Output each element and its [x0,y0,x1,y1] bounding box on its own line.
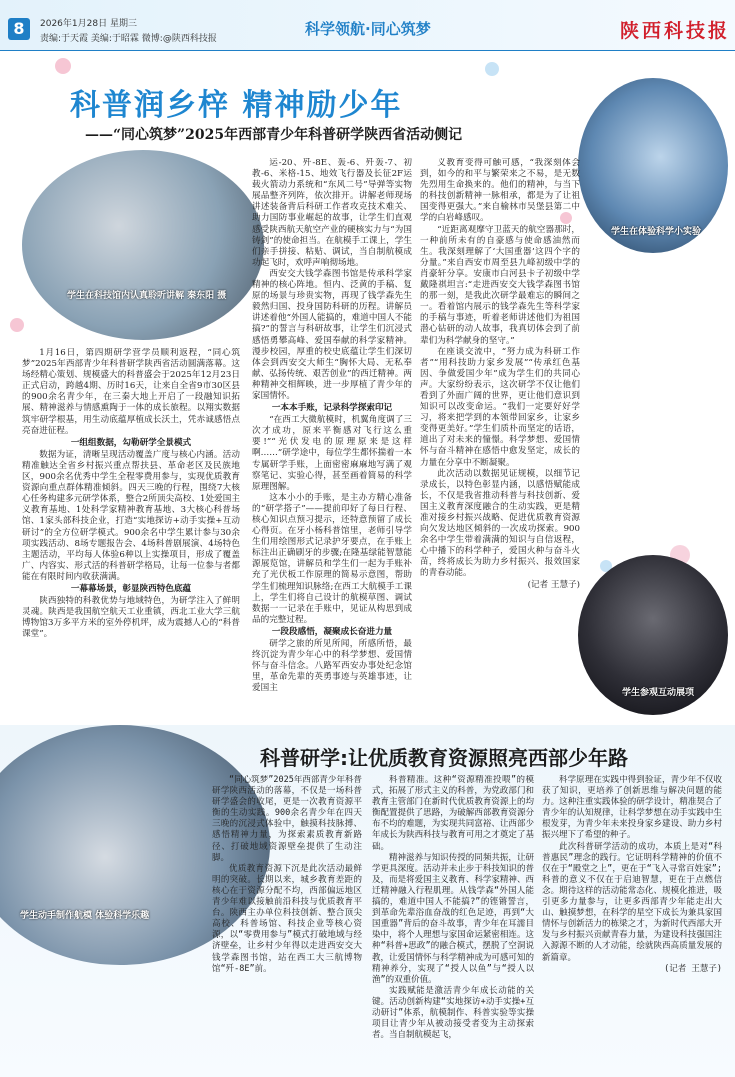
photo-student-exhibit [578,555,728,715]
article1-column-2 [252,158,412,730]
paragraph: 在座谈交流中，“努力成为科研工作者”“用科技助力家乡发展”“传承红色基因、争做爱国少年”成为学生们的共同心声。大家纷纷表示，这次研学不仅让他们看到了外面广阔的世界，更让他们意识到知识可以改变命运。“我们一定要好好学习，将来把学到的本领带回家乡，让家乡变得更美好。”学生们质朴而坚定的话语，道出了对未来的憧憬。科学梦想、爱国情怀与奋斗精神在感悟中愈发坚定，成长的力量在分享中不断凝聚。 [420,346,580,468]
paragraph: 精神滋养与知识传授的同频共振，让研学更具深度。活动并未止步于科技知识的普及，而是将爱国主义教育、科学家精神、西迁精神融入行程肌理。从钱学森“外国人能搞的，难道中国人不能搞?”的铿锵誓言，到革命先辈浴血奋战的红色足迹，再到“大国重器”背后的奋斗故事，青少年在耳濡目染中，将个人理想与家国命运紧密相连。这种“科普+思政”的融合模式，摆脱了空洞说教，让爱国情怀与科学精神成为可感可知的精神养分，实现了“授人以鱼”与“授人以渔”的双重价值。 [372,852,534,985]
photo-students-experiment [578,78,728,253]
photo-students-listening [22,150,264,340]
reporter-credit: (记者 王慧子) [527,579,580,590]
decor-dot [485,62,499,76]
decor-dot [10,318,24,332]
paragraph: 义教育变得可触可感，“我深刻体会到，如今的和平与繁荣来之不易，是无数先烈用生命换来的。他们的精神，与当下的科技创新精神一脉相承，都是为了让祖国变得更强大。”来自榆林市吴堡县第二中学的白岩峰感叹。 [420,158,580,224]
paragraph: 数据为证，清晰呈现活动覆盖广度与核心内涵。活动精准触达全省乡村振兴重点帮扶县、革命老区及民族地区，900余名优秀中学生全程零费用参与，实现优质教育资源向重点群体精准倾斜。四天三晚的行程，围绕7大核心任务构建多元研学体系，整合2所顶尖高校、1处爱国主义教育基地、1处科学家精神教育基地、3大核心科普场馆、1家头部科技企业，打造“实地探访+动手实操+互动研讨”的全方位研学模式。900余名中学生累计参与30余项实践活动、8场专题报告会、4场科普剧展演、4场特色主题活动，平均每人体验6种以上实操项目，形成了覆盖广、内容实、形式活的科普研学格局，让每一位参与者都能在有限时间内收获满满。 [22,449,240,582]
paragraph: “在西工大微航模时，机翼角度调了三次才成功，原来平衡感对飞行这么重要!”“光伏发电的原理原来是这样啊……”研学途中，每位学生都怀揣着一本专属研学手账，上面密密麻麻地写满了观察笔记、实验心得，甚至画着简易的科学原理图解。 [252,415,412,492]
subheading: 一段段感悟，凝聚成长奋进力量 [271,626,393,637]
section-title: 科学领航·同心筑梦 [305,20,431,38]
photo-caption: 学生参观互动展项 [621,688,694,698]
newspaper-masthead: 陕西科技报 [620,20,731,42]
photo-caption: 学生在科技馆内认真聆听讲解 秦东阳 摄 [67,291,227,301]
article2-column-3 [542,775,722,1065]
article-headline: 科普润乡梓 精神励少年 [70,88,403,123]
header-divider [0,50,735,51]
issue-date: 2026年1月28日 星期三 [40,19,137,29]
subheading: 一组组数据，勾勒研学全景模式 [70,437,192,448]
article1-column-1 [22,348,240,720]
paragraph: 西安交大钱学森图书馆是传承科学家精神的核心阵地。恒内、泛黄的手稿、复原的场景与珍贵实物，再现了钱学森先生毅然归国、投身国防科研的历程。讲解员讲述着他“外国人能搞的，难道中国人不能搞?”的誓言与科研故事，让学生们沉浸式感悟勇攀高峰、爱国奉献的科学家精神。漫步校园，厚重的校史底蕴让学生们深切体会到西安交大师生“胸怀大局、无私奉献、弘扬传统、艰苦创业”的西迁精神。两种精神交相辉映，进一步厚植了青少年的家国情怀。 [252,268,412,401]
paragraph: 实践赋能是激活青少年成长动能的关键。活动创新构建“实地探访+动手实操+互动研讨”体系，航模制作、科普实验等实操项目让青少年从被动接受者变为主动探索者。当自制航模起飞， [372,985,534,1041]
paragraph: 运-20、歼-8E、轰-6、歼轰-7、初教-6、米格-15、地效飞行器及长征2F运载火箭动力系统和“东风二号”导弹等实物展品整齐列阵，依次排开。讲解老师现场讲述装备背后科研工作者攻克技术难关、助力国防事业崛起的故事，让学生们直观感受陕西航天航空产业的硬核实力与“为国铸剑”的使命担当。在航模手工课上，学生们亲手拼接、粘贴、调试，当自制航模成功起飞时，欢呼声响彻场地。 [252,158,412,268]
article-subtitle: ——“同心筑梦”2025年西部青少年科普研学陕西省活动侧记 [85,127,463,143]
paragraph: “同心筑梦”2025年西部青少年科普研学陕西活动的落幕，不仅是一场科普研学盛会的收尾，更是一次教育资源平衡的生动实践。900余名青少年在四天三晚的沉浸式体验中，触摸科技脉搏、感悟精神力量，为探索素质教育新路径、打破地域资源壁垒提供了生动注脚。 [212,775,362,863]
subheading: 一幕幕场景，彰显陕西特色底蕴 [70,583,192,594]
article1-column-3 [420,158,580,663]
paragraph: 此次科普研学活动的成功，本质上是对“科普惠民”理念的践行。它证明科学精神的价值不仅在于“殿堂之上”，更在于“飞入寻常百姓家”;科普的意义不仅在于启迪智慧，更在于点燃信念。期待这样的活动能常态化、规模化推进，吸引更多力量参与，让更多西部青少年能走出大山、触摸梦想，在科学的星空下成长为兼具家国情怀与创新活力的栋梁之才，为新时代西部大开发与乡村振兴贡献青春力量，为建设科技强国注入源源不断的人才动能，绘就陕西高质量发展的新篇章。 [542,841,722,963]
paragraph: “近距离观摩守卫蓝天的航空器那时，一种前所未有的自豪感与使命感油然而生。我深刻理解了‘大国重器’这四个字的分量。”来自西安市周至县九峰初级中学的肖豪轩分享。安康市白河县卡子初级中学戴隆祺坦言:“走进西安交大钱学森图书馆的那一刻，是我此次研学最难忘的瞬间之一。看着馆内展示的钱学森先生等科学家的手稿与事迹，听着老师讲述他们为祖国潜心钻研的动人故事，我真切体会到了前辈们为科学献身的坚守。” [420,224,580,346]
article2-column-2 [372,775,534,1065]
article2-headline: 科普研学:让优质教育资源照亮西部少年路 [260,746,628,770]
paragraph: 科普精准。这种“资源精准投喂”的模式，拓展了形式主义的科普，为党政部门和教育主管部门在新时代优质教育资源上的均衡配置提供了思路，为破解西部教育资源分布不均的难题，为实现共同富裕、让西部少年成长为陕西科技与教育可用之才奠定了基础。 [372,775,534,852]
photo-caption: 学生动手制作航模 体验科学乐趣 [20,911,150,921]
paragraph: 科学原理在实践中得到验证，青少年不仅收获了知识，更培养了创新思维与解决问题的能力。这种注重实践体验的研学设计，精准契合了青少年的认知规律，让科学梦想在动手实践中生根发芽，为青少年未来投身家乡建设、助力乡村振兴埋下了希望的种子。 [542,775,722,841]
page-number: 8 [8,18,30,40]
paragraph: 陕西独特的科教优势与地域特色，为研学注入了鲜明灵魂。陕西是我国航空航天工业重镇，西北工业大学三航博物馆3万多平方米的室外停机坪，成为震撼人心的“科普课堂”。 [22,596,240,640]
paragraph: 研学之旅的所见所闻，所感所悟，最终沉淀为青少年心中的科学梦想、爱国情怀与奋斗信念。八路军西安办事处纪念馆里，革命先辈的英勇事迹与英雄事迹，让爱国主 [252,639,412,694]
photo-caption: 学生在体验科学小实验 [610,227,701,237]
paragraph: 优质教育资源下沉是此次活动最鲜明的突破。长期以来，城乡教育差距的核心在于资源分配不均，西部偏远地区青少年难以接触前沿科技与优质教育平台。陕西主办单位科技创新、整合顶尖高校、科普场馆、科技企业等核心资源，以“零费用参与”模式打破地域与经济壁垒，让乡村少年得以走进西安交大钱学森图书馆，站在西工大三航博物馆“歼-8E”前。 [212,863,362,974]
paragraph: 这本小小的手账，是主办方精心准备的“研学搭子”——提前印好了每日行程、核心知识点预习提示，还特意预留了成长心得页。在牙小杨科普馆里，老师引导学生们用绘图形式记录护牙要点，在手账上标注出正确刷牙的步骤;在隆基绿能智慧能源展览馆，讲解员和学生们一起为手账补充了光伏板工作原理的简易示意图，帮助学生们梳理知识脉络;在西工大航模手工课上，学生们将自己设计的航模草图、调试数据一一记录在手账中，见证从构思到成品的完整过程。 [252,492,412,625]
subheading: 一本本手账，记录科学探索印记 [271,403,393,414]
paragraph: 此次活动以数据见证规模，以细节记录成长，以特色彰显内涵，以感悟赋能成长，不仅是我省推动科普与科技创新、爱国主义教育深度融合的生动实践，更是精准对接乡村振兴战略、促进优质教育资源向欠发达地区倾斜的一次成功探索。900余名中学生带着满满的知识与自信返程，心中播下的科学种子，爱国火种与奋斗火苗，终将成长为助力乡村振兴、报效国家的青春动能。 [420,468,580,579]
article2-column-1 [212,775,362,1065]
editor-credits: 责编:于天霞 美编:于昭霖 微博:@陕西科技报 [40,34,217,44]
decor-dot [55,58,71,74]
paragraph: 1月16日，第四期研学营学员顺利返程，“同心筑梦”2025年西部青少年科普研学陕西省活动圆满落幕。这场经精心策划、规模盛大的科普盛会于2025年12月23日正式启动，跨越4期、历时16天，让来自全省9市30区县的900余名青少年，在三秦大地上开启了一段融知识拓展、精神滋养与情感熏陶于一体的成长旅程。以翔实数据筑牢研学根基，用生动底蕴厚植成长沃土，凭赤诚感悟点亮奋进征程。 [22,348,240,436]
reporter-credit: (记者 王慧子) [664,963,722,974]
